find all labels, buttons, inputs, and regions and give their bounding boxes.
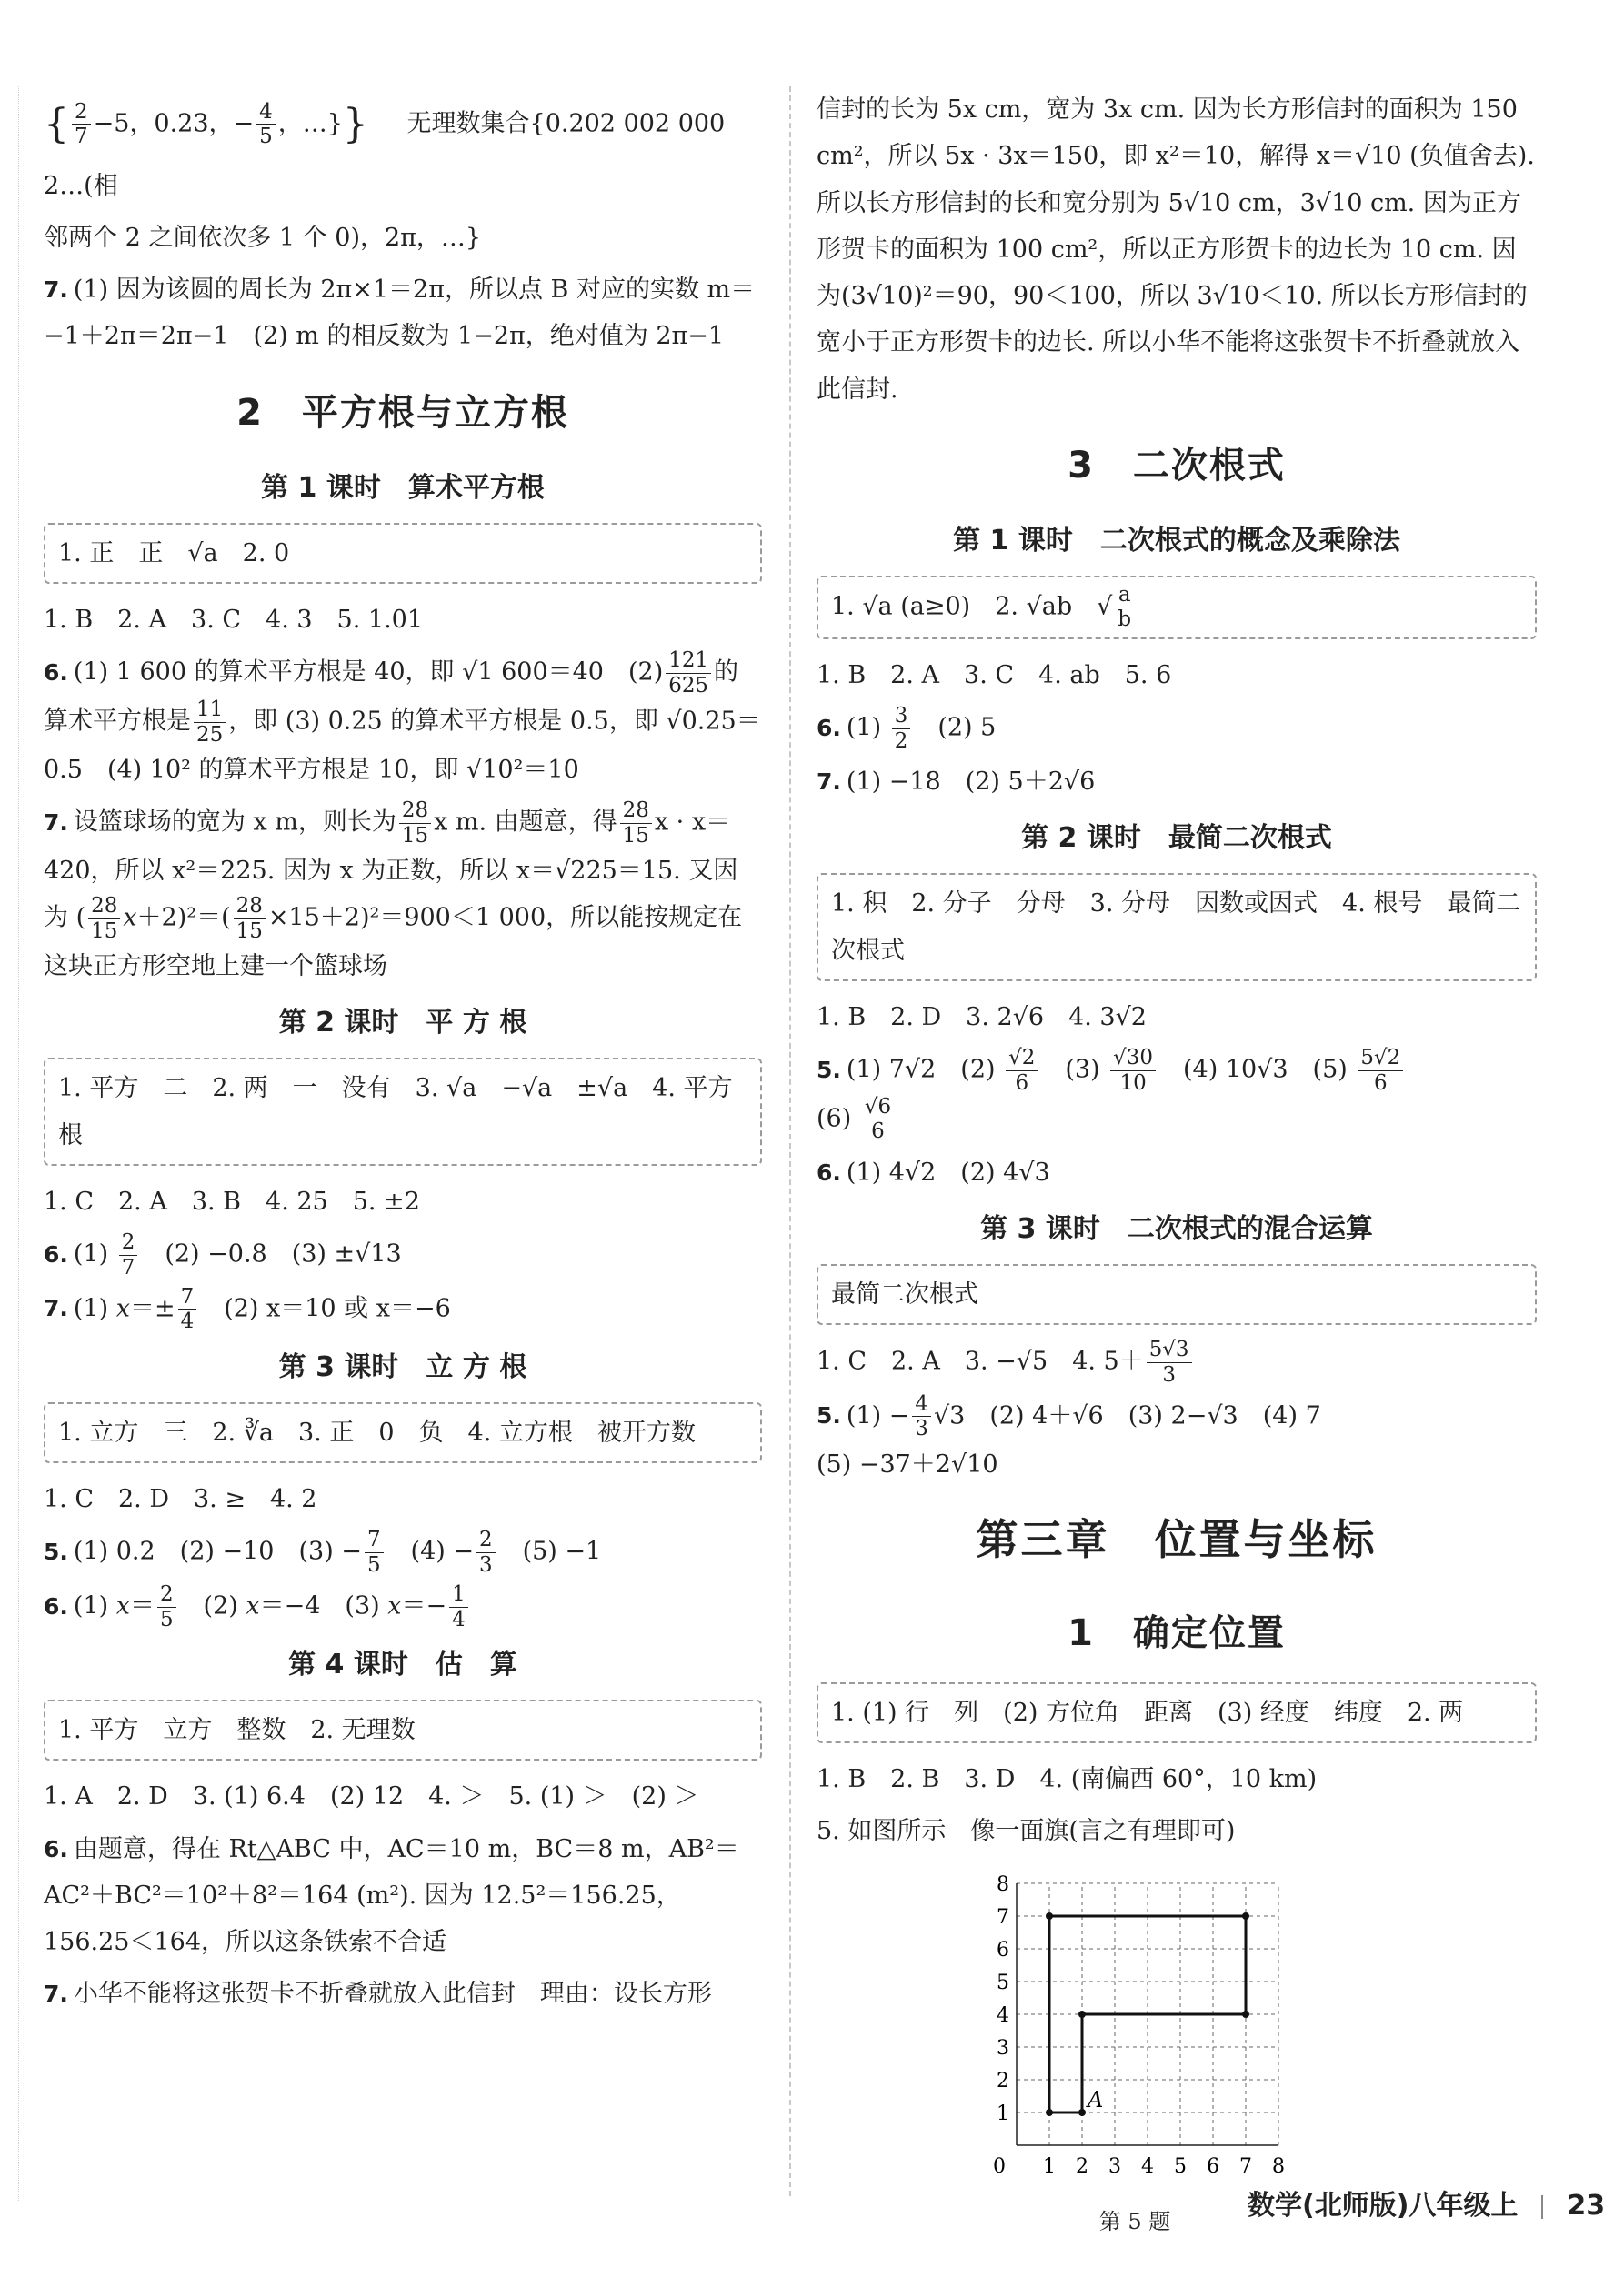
lesson-title-r3: 第 3 课时 二次根式的混合运算: [980, 1212, 1373, 1245]
choice-answers: 1. B 2. A 3. C 4. ab 5. 6: [817, 660, 1172, 689]
x-tick-label: 7: [1239, 2155, 1252, 2179]
page-footer: [1248, 2183, 1605, 2223]
fraction: $\frac{4}{5}$: [256, 100, 276, 149]
fraction: $\frac{5√3}{3}$: [1147, 1338, 1192, 1387]
y-tick-label: 7: [997, 1906, 1009, 1930]
question-6: 6. (1) $\frac{3}{2}$ (2) 5: [817, 704, 997, 753]
point-a-label: A: [1088, 2087, 1104, 2113]
fraction: $\frac{2}{7}$: [119, 1230, 138, 1279]
x-tick-label: 8: [1272, 2155, 1285, 2179]
flag-vertex-point: [1242, 1912, 1249, 1920]
lesson-title-1: 第 1 课时 算术平方根: [261, 471, 545, 504]
choice-answers: 1. C 2. A 3. −√5 4. 5＋ $\frac{5√3}{3}$: [817, 1338, 1537, 1387]
y-tick-label: 4: [997, 2004, 1009, 2028]
answer-box: 1. (1) 行 列 (2) 方位角 距离 (3) 经度 纬度 2. 两: [817, 1682, 1537, 1743]
x-tick-label: 6: [1207, 2155, 1219, 2179]
question-7: 7. (1) −18 (2) 5＋2√6: [817, 767, 1096, 796]
x-tick-label: 1: [1043, 2155, 1056, 2179]
section-title-3: 3 二次根式: [1068, 445, 1286, 487]
answer-box: 1. 正 正 √a 2. 0: [44, 523, 762, 584]
fraction: $\frac{5√2}{6}$: [1358, 1046, 1403, 1095]
fraction: $\frac{3}{2}$: [892, 704, 911, 753]
y-tick-label: 8: [997, 1873, 1009, 1897]
fraction: $\frac{√30}{10}$: [1110, 1046, 1156, 1095]
question-5: 5. (1) 0.2 (2) −10 (3) − $\frac{7}{5}$ (4) − $\frac{2}{3}$ (5) −1: [44, 1528, 602, 1577]
question-7: 7. 小华不能将这张贺卡不折叠就放入此信封 理由：设长方形: [44, 1980, 712, 2009]
lesson-title-r2: 第 2 课时 最简二次根式: [1021, 822, 1332, 855]
figure-caption: 第 5 题: [1098, 2208, 1171, 2234]
flag-vertex-point: [1242, 2011, 1249, 2018]
fraction: $\frac{2}{3}$: [476, 1528, 496, 1577]
question-6: 6. (1) 1 600 的算术平方根是 40，即 √1 600＝40 (2) $\frac{121}{625}$ 的算术平方根是 $\frac{11}{25}$ ，即 (3) 0.25 的算术平方根是 0.5，即 √0.25＝0.5 (4) 10² 的算术平方根是 10，即 √10²＝10: [44, 648, 761, 784]
fraction: $\frac{√2}{6}$: [1006, 1046, 1038, 1095]
right-column: [817, 86, 1537, 2243]
choice-answers: 1. B 2. D 3. 2√6 4. 3√2: [817, 1002, 1147, 1031]
page-number: 23: [1567, 2190, 1606, 2222]
flag-vertex-point: [1046, 1912, 1053, 1920]
irrational-set-continuation: 邻两个 2 之间依次多 1 个 0)，2π，…}: [44, 223, 482, 252]
lesson-title-2: 第 2 课时 平 方 根: [278, 1007, 527, 1039]
question-7: 7. (1) 因为该圆的周长为 2π×1＝2π，所以点 B 对应的实数 m＝−1＋2π＝2π−1 (2) m 的相反数为 1−2π，绝对值为 2π−1: [44, 276, 756, 351]
answer-box: 1. 平方 立方 整数 2. 无理数: [44, 1700, 762, 1761]
answer-box: 1. 立方 三 2. ∛a 3. 正 0 负 4. 立方根 被开方数: [44, 1402, 762, 1463]
fraction: $\frac{28}{15}$: [88, 894, 120, 943]
fraction: $\frac{4}{3}$: [912, 1392, 931, 1441]
question-6: 6. (1) $\frac{2}{7}$ (2) −0.8 (3) ±√13: [44, 1230, 402, 1279]
section-title-1: 1 确定位置: [1068, 1611, 1286, 1654]
question-7: 7. 设篮球场的宽为 x m，则长为 $\frac{28}{15}$ x m. 由题意，得 $\frac{28}{15}$ x · x＝420，所以 x²＝225. 因为 x 为正数，所以 x＝√225＝15. 又因为 ( $\frac{28}{15}$ x＋2)²＝( $\frac{28}{15}$ ×15＋2)²＝900＜1 000，所以能按规定在这块正方形空地上建一个篮球场: [44, 798, 743, 981]
flag-vertex-point: [1078, 2109, 1086, 2116]
footer-separator: [1541, 2195, 1543, 2219]
y-tick-label: 6: [997, 1939, 1009, 1962]
choice-answers: 1. B 2. B 3. D 4. (南偏西 60°，10 km): [817, 1764, 1318, 1793]
answer-box: 1. √a (a≥0) 2. √ab √ $\frac{a}{b}$: [817, 576, 1537, 639]
flag-vertex-point: [1046, 2109, 1053, 2116]
answer-box: 1. 平方 二 2. 两 一 没有 3. √a −√a ±√a 4. 平方根: [44, 1058, 762, 1166]
x-tick-label: 3: [1108, 2155, 1121, 2179]
y-tick-label: 1: [997, 2102, 1009, 2126]
question-6: 6. (1) 4√2 (2) 4√3: [817, 1158, 1050, 1187]
y-tick-label: 2: [997, 2070, 1009, 2093]
answer-box: 最简二次根式: [817, 1264, 1537, 1325]
y-tick-label: 3: [997, 2037, 1009, 2061]
lesson-title-r1: 第 1 课时 二次根式的概念及乘除法: [953, 525, 1400, 557]
choice-answers: 1. A 2. D 3. (1) 6.4 (2) 12 4. ＞ 5. (1) ＞ (2) ＞: [44, 1782, 699, 1811]
choice-answers: 1. B 2. A 3. C 4. 3 5. 1.01: [44, 606, 424, 635]
fraction: $\frac{a}{b}$: [1115, 583, 1134, 632]
fraction: $\frac{28}{15}$: [620, 798, 652, 848]
fraction: $\frac{121}{625}$: [666, 648, 711, 697]
irrational-set-line: { $\frac{2}{7}$ −5，0.23，− $\frac{4}{5}$ ，…}} 无理数集合{0.202 002 000 2…(相: [44, 99, 726, 200]
fraction: $\frac{√6}{6}$: [862, 1095, 894, 1144]
fraction: $\frac{2}{7}$: [72, 100, 91, 149]
x-tick-label: 4: [1141, 2155, 1154, 2179]
section-title-2: 2 平方根与立方根: [236, 391, 569, 434]
fraction: $\frac{2}{5}$: [157, 1582, 176, 1631]
chapter-title: 第三章 位置与坐标: [976, 1515, 1378, 1565]
question-7-continuation: 信封的长为 5x cm，宽为 3x cm. 因为长方形信封的面积为 150 cm²，所以 5x · 3x＝150，即 x²＝10，解得 x＝√10 (负值舍去). 所以长方形信封的长和宽分别为 5√10 cm，3√10 cm. 因为正方形贺卡的面积为 100 cm²，所以正方形贺卡的边长为 10 cm. 因为(3√10)²＝90，90＜100，所以 3√10＜10. 所以长方形信封的宽小于正方形贺卡的边长. 所以小华不能将这张贺卡不折叠就放入此信封.: [817, 95, 1535, 404]
book-title: 数学(北师版)八年级上: [1248, 2190, 1519, 2222]
question-7: 7. (1) x＝± $\frac{7}{4}$ (2) x＝10 或 x＝−6: [44, 1285, 451, 1334]
lesson-title-3: 第 3 课时 立 方 根: [278, 1350, 527, 1383]
fraction: $\frac{11}{25}$: [194, 697, 226, 747]
fraction: $\frac{7}{5}$: [365, 1528, 384, 1577]
question-6: 6. (1) x＝ $\frac{2}{5}$ (2) x＝−4 (3) x＝− $\frac{1}{4}$: [44, 1582, 762, 1631]
axis-origin-label: 0: [993, 2155, 1006, 2179]
question-5: 5. (1) 7√2 (2) $\frac{√2}{6}$ (3) $\frac{√30}{10}$ (4) 10√3 (5) $\frac{5√2}{6}$ (6) $\frac{√6}{6}$: [817, 1046, 1537, 1144]
x-tick-label: 2: [1076, 2155, 1088, 2179]
choice-answers: 1. C 2. A 3. B 4. 25 5. ±2: [44, 1187, 420, 1216]
column-divider: [789, 86, 791, 2196]
question-5: 5. (1) − $\frac{4}{3}$ √3 (2) 4＋√6 (3) 2−√3 (4) 7 (5) −37＋2√10: [817, 1392, 1321, 1479]
fraction: $\frac{7}{4}$: [178, 1285, 197, 1334]
answer-box: 1. 积 2. 分子 分母 3. 分母 因数或因式 4. 根号 最简二次根式: [817, 873, 1537, 981]
question-5: 5. 如图所示 像一面旗(言之有理即可): [817, 1817, 1236, 1846]
lesson-title-4: 第 4 课时 估 算: [288, 1649, 517, 1681]
y-tick-label: 5: [997, 1972, 1009, 1995]
coordinate-grid: [980, 1863, 1289, 2191]
flag-vertex-point: [1078, 2011, 1086, 2018]
fraction: $\frac{1}{4}$: [449, 1582, 468, 1631]
question-6: 6. 由题意，得在 Rt△ABC 中，AC＝10 m，BC＝8 m，AB²＝AC²＋BC²＝10²＋8²＝164 (m²). 因为 12.5²＝156.25，156.25＜164，所以这条铁索不合适: [44, 1834, 739, 1957]
fraction: $\frac{28}{15}$: [399, 798, 431, 848]
left-column: [44, 86, 762, 2023]
choice-answers: 1. C 2. D 3. ≥ 4. 2: [44, 1485, 317, 1514]
x-tick-label: 5: [1174, 2155, 1187, 2179]
left-margin-guide: [18, 86, 19, 2201]
fraction: $\frac{28}{15}$: [234, 894, 266, 943]
